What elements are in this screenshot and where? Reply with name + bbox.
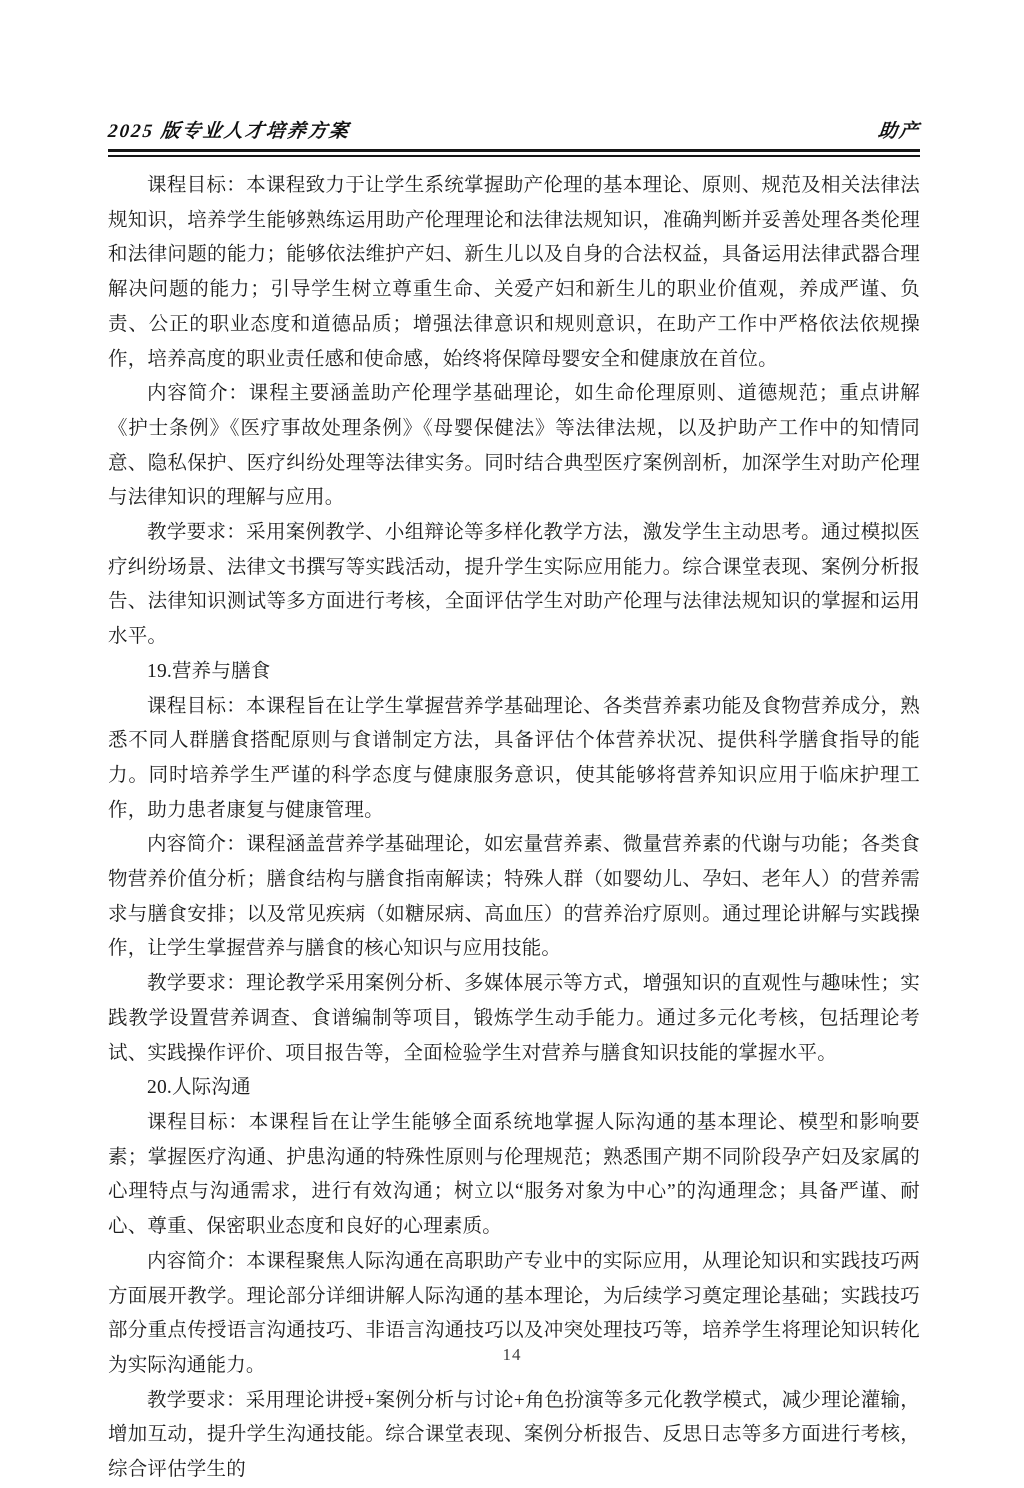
paragraph-course-goal-ethics: 课程目标：本课程致力于让学生系统掌握助产伦理的基本理论、原则、规范及相关法律法规知识，培养学生能够熟练运用助产伦理理论和法律法规知识，准确判断并妥善处理各类伦理和法律问题的能力；能够依法维护产妇、新生儿以及自身的合法权益，具备运用法律武器合理解决问题的能力；引导学生树立尊重生命、关爱产妇和新生儿的职业价值观，养成严谨、负责、公正的职业态度和道德品质；增强法律意识和规则意识，在助产工作中严格依法依规操作，培养高度的职业责任感和使命感，始终将保障母婴安全和健康放在首位。: [108, 175, 920, 370]
page-number: 14: [502, 1345, 522, 1364]
header-right-title: 助产: [876, 121, 922, 142]
header-divider: [108, 149, 920, 157]
document-body: [108, 169, 920, 1488]
section-heading-20-communication: 20.人际沟通: [147, 1077, 251, 1099]
paragraph-course-goal-communication: 课程目标：本课程旨在让学生能够全面系统地掌握人际沟通的基本理论、模型和影响要素；掌握医疗沟通、护患沟通的特殊性原则与伦理规范；熟悉围产期不同阶段孕产妇及家属的心理特点与沟通需求，进行有效沟通；树立以“服务对象为中心”的沟通理念；具备严谨、耐心、尊重、保密职业态度和良好的心理素质。: [108, 1111, 920, 1238]
paragraph-teaching-req-ethics: 教学要求：采用案例教学、小组辩论等多样化教学方法，激发学生主动思考。通过模拟医疗纠纷场景、法律文书撰写等实践活动，提升学生实际应用能力。综合课堂表现、案例分析报告、法律知识测试等多方面进行考核，全面评估学生对助产伦理与法律法规知识的掌握和运用水平。: [108, 522, 920, 648]
paragraph-teaching-req-communication: 教学要求：采用理论讲授+案例分析与讨论+角色扮演等多元化教学模式，减少理论灌输，增加互动，提升学生沟通技能。综合课堂表现、案例分析报告、反思日志等多方面进行考核，综合评估学生的: [108, 1389, 920, 1481]
paragraph-content-intro-ethics: 内容简介：课程主要涵盖助产伦理学基础理论，如生命伦理原则、道德规范；重点讲解《护士条例》《医疗事故处理条例》《母婴保健法》等法律法规，以及护助产工作中的知情同意、隐私保护、医疗纠纷处理等法律实务。同时结合典型医疗案例剖析，加深学生对助产伦理与法律知识的理解与应用。: [108, 383, 920, 509]
header-left-title: 2025 版专业人才培养方案: [106, 121, 351, 142]
paragraph-course-goal-nutrition: 课程目标：本课程旨在让学生掌握营养学基础理论、各类营养素功能及食物营养成分，熟悉不同人群膳食搭配原则与食谱制定方法，具备评估个体营养状况、提供科学膳食指导的能力。同时培养学生严谨的科学态度与健康服务意识，使其能够将营养知识应用于临床护理工作，助力患者康复与健康管理。: [108, 695, 920, 821]
paragraph-teaching-req-nutrition: 教学要求：理论教学采用案例分析、多媒体展示等方式，增强知识的直观性与趣味性；实践教学设置营养调查、食谱编制等项目，锻炼学生动手能力。通过多元化考核，包括理论考试、实践操作评价、项目报告等，全面检验学生对营养与膳食知识技能的掌握水平。: [108, 973, 920, 1064]
running-header: [108, 120, 920, 144]
paragraph-content-intro-communication: 内容简介：本课程聚焦人际沟通在高职助产专业中的实际应用，从理论知识和实践技巧两方面展开教学。理论部分详细讲解人际沟通的基本理论，为后续学习奠定理论基础；实践技巧部分重点传授语言沟通技巧、非语言沟通技巧以及冲突处理技巧等，培养学生将理论知识转化为实际沟通能力。: [108, 1250, 920, 1376]
section-heading-19-nutrition: 19.营养与膳食: [147, 660, 271, 682]
paragraph-content-intro-nutrition: 内容简介：课程涵盖营养学基础理论，如宏量营养素、微量营养素的代谢与功能；各类食物营养价值分析；膳食结构与膳食指南解读；特殊人群（如婴幼儿、孕妇、老年人）的营养需求与膳食安排；以及常见疾病（如糖尿病、高血压）的营养治疗原则。通过理论讲解与实践操作，让学生掌握营养与膳食的核心知识与应用技能。: [108, 834, 920, 960]
